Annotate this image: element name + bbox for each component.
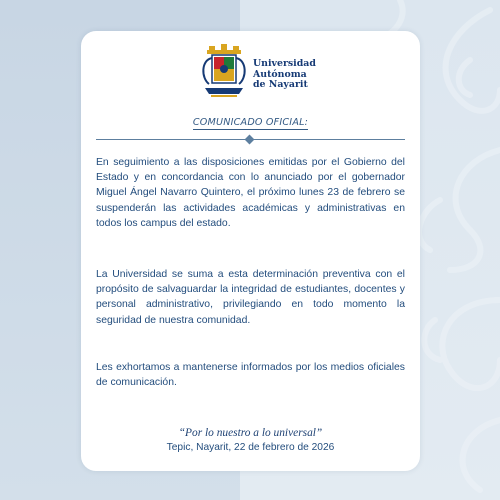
university-name-line2: Autónoma — [253, 68, 307, 80]
place-and-date: Tepic, Nayarit, 22 de febrero de 2026 — [166, 442, 335, 453]
paragraph-3: Les exhortamos a mantenerse informados por los medios oficiales de comunicación. — [96, 362, 405, 389]
heading-text: COMUNICADO OFICIAL: — [192, 117, 309, 128]
divider-diamond-icon — [245, 135, 255, 145]
announcement-card — [81, 31, 420, 471]
announcement-heading — [81, 117, 420, 128]
university-name-line3: de Nayarit — [253, 79, 308, 91]
university-motto: “Por lo nuestro a lo universal” — [178, 427, 323, 439]
divider-rule — [96, 139, 405, 140]
university-name — [253, 59, 316, 91]
university-logo — [199, 42, 319, 102]
paragraph-1: En seguimiento a las disposiciones emitidas por el Gobierno del Estado y en concordancia con lo anunciado por el gobernador Miguel Ángel Navarro Quintero, el próximo lunes 23 de febrero se suspenderán las actividades académicas y administrativas en todos los campus del estado. — [96, 157, 405, 229]
university-crest-icon — [199, 44, 249, 98]
university-name-line1: Universidad — [253, 58, 316, 69]
paragraph-2: La Universidad se suma a esta determinación preventiva con el propósito de salvaguardar la integridad de estudiantes, docentes y personal administrativo, privilegiando en todo momento la seguridad de nuestra comunidad. — [96, 269, 405, 326]
